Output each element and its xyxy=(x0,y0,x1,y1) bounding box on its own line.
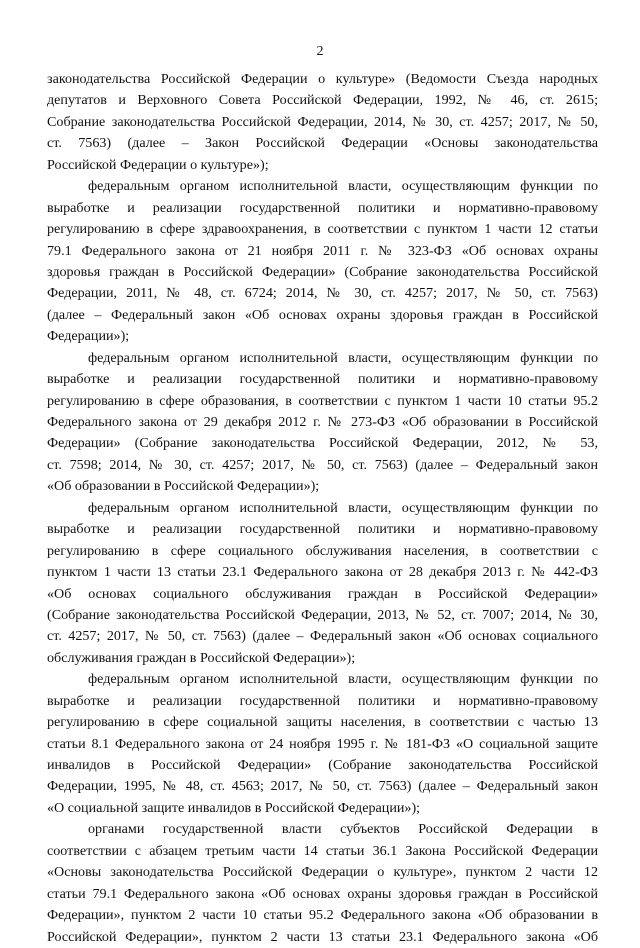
text-line: ст. 7563) (далее – Закон Российской Федерации «Основы законодательства xyxy=(47,135,598,152)
document-body xyxy=(47,69,598,948)
text-line: соответствии с абзацем третьим части 14 статьи 36.1 Закона Российской Федерации xyxy=(47,842,598,859)
text-line: Федерального закона от 29 декабря 2012 г. № 273-ФЗ «Об образовании в Российской xyxy=(47,414,598,430)
page-number: 2 xyxy=(316,44,324,59)
text-line: 79.1 Федерального закона от 21 ноября 2011 г. № 323-ФЗ «Об основах охраны xyxy=(47,242,598,259)
text-line: федеральным органом исполнительной власти, осуществляющим функции по xyxy=(88,671,598,688)
text-line: «Об образовании в Российской Федерации»); xyxy=(47,478,320,495)
text-line: депутатов и Верховного Совета Российской Федерации, 1992, № 46, ст. 2615; xyxy=(47,92,598,109)
text-line: (Собрание законодательства Российской Федерации, 2013, № 52, ст. 7007; 2014, № 30, xyxy=(47,606,598,623)
text-line: федеральным органом исполнительной власти, осуществляющим функции по xyxy=(88,178,598,195)
text-line: выработке и реализации государственной политики и нормативно-правовому xyxy=(47,199,598,216)
text-line: статьи 79.1 Федерального закона «Об основах охраны здоровья граждан в Российской xyxy=(47,885,598,902)
text-line: Федерации», пунктом 2 части 10 статьи 95.2 Федерального закона «Об образовании в xyxy=(47,907,598,924)
text-line: здоровья граждан в Российской Федерации» (Собрание законодательства Российской xyxy=(47,263,598,280)
text-line: регулированию в сфере здравоохранения, в соответствии с пунктом 1 части 12 статьи xyxy=(47,221,598,238)
text-line: выработке и реализации государственной политики и нормативно-правовому xyxy=(47,371,598,388)
text-line: Федерации, 1995, № 48, ст. 4563; 2017, № 50, ст. 7563) (далее – Федеральный закон xyxy=(47,778,598,795)
text-line: «О социальной защите инвалидов в Российской Федерации»); xyxy=(47,799,421,816)
text-line: регулированию в сфере социального обслуживания населения, в соответствии с xyxy=(47,542,598,559)
text-line: «Основы законодательства Российской Федерации о культуре», пунктом 2 части 12 xyxy=(47,864,598,881)
text-line: федеральным органом исполнительной власти, осуществляющим функции по xyxy=(88,349,598,366)
text-line: регулированию в сфере социальной защиты населения, в соответствии с частью 13 xyxy=(47,714,598,731)
text-line: «Об основах социального обслуживания граждан в Российской Федерации» xyxy=(47,585,598,602)
text-line: Федерации, 2011, № 48, ст. 6724; 2014, № 30, ст. 4257; 2017, № 50, ст. 7563) xyxy=(47,285,598,302)
text-line: Российской Федерации о культуре»); xyxy=(47,156,269,173)
text-line: (далее – Федеральный закон «Об основах охраны здоровья граждан в Российской xyxy=(47,306,598,323)
text-line: инвалидов в Российской Федерации» (Собрание законодательства Российской xyxy=(47,757,598,773)
text-line: Российской Федерации», пунктом 2 части 13 статьи 23.1 Федерального закона «Об xyxy=(47,928,598,945)
text-line: ст. 7598; 2014, № 30, ст. 4257; 2017, № 50, ст. 7563) (далее – Федеральный закон xyxy=(47,456,598,473)
text-line: выработке и реализации государственной политики и нормативно-правовому xyxy=(47,692,598,709)
text-line: выработке и реализации государственной политики и нормативно-правовому xyxy=(47,521,598,538)
text-line: ст. 4257; 2017, № 50, ст. 7563) (далее – Федеральный закон «Об основах социального xyxy=(47,628,598,645)
text-line: обслуживания граждан в Российской Федерации»); xyxy=(47,649,356,666)
text-line: федеральным органом исполнительной власти, осуществляющим функции по xyxy=(88,499,598,516)
text-line: Собрание законодательства Российской Федерации, 2014, № 30, ст. 4257; 2017, № 50, xyxy=(47,113,598,130)
text-line: органами государственной власти субъектов Российской Федерации в xyxy=(88,821,598,838)
text-line: законодательства Российской Федерации о культуре» (Ведомости Съезда народных xyxy=(47,71,598,87)
text-line: Федерации»); xyxy=(47,328,130,345)
text-line: регулированию в сфере образования, в соответствии с пунктом 1 части 10 статьи 95.2 xyxy=(47,392,598,409)
text-line: статьи 8.1 Федерального закона от 24 ноября 1995 г. № 181-ФЗ «О социальной защите xyxy=(47,735,598,752)
text-line: пунктом 1 части 13 статьи 23.1 Федерального закона от 28 декабря 2013 г. № 442-ФЗ xyxy=(47,564,598,581)
text-line: Федерации» (Собрание законодательства Российской Федерации, 2012, № 53, xyxy=(47,435,598,452)
